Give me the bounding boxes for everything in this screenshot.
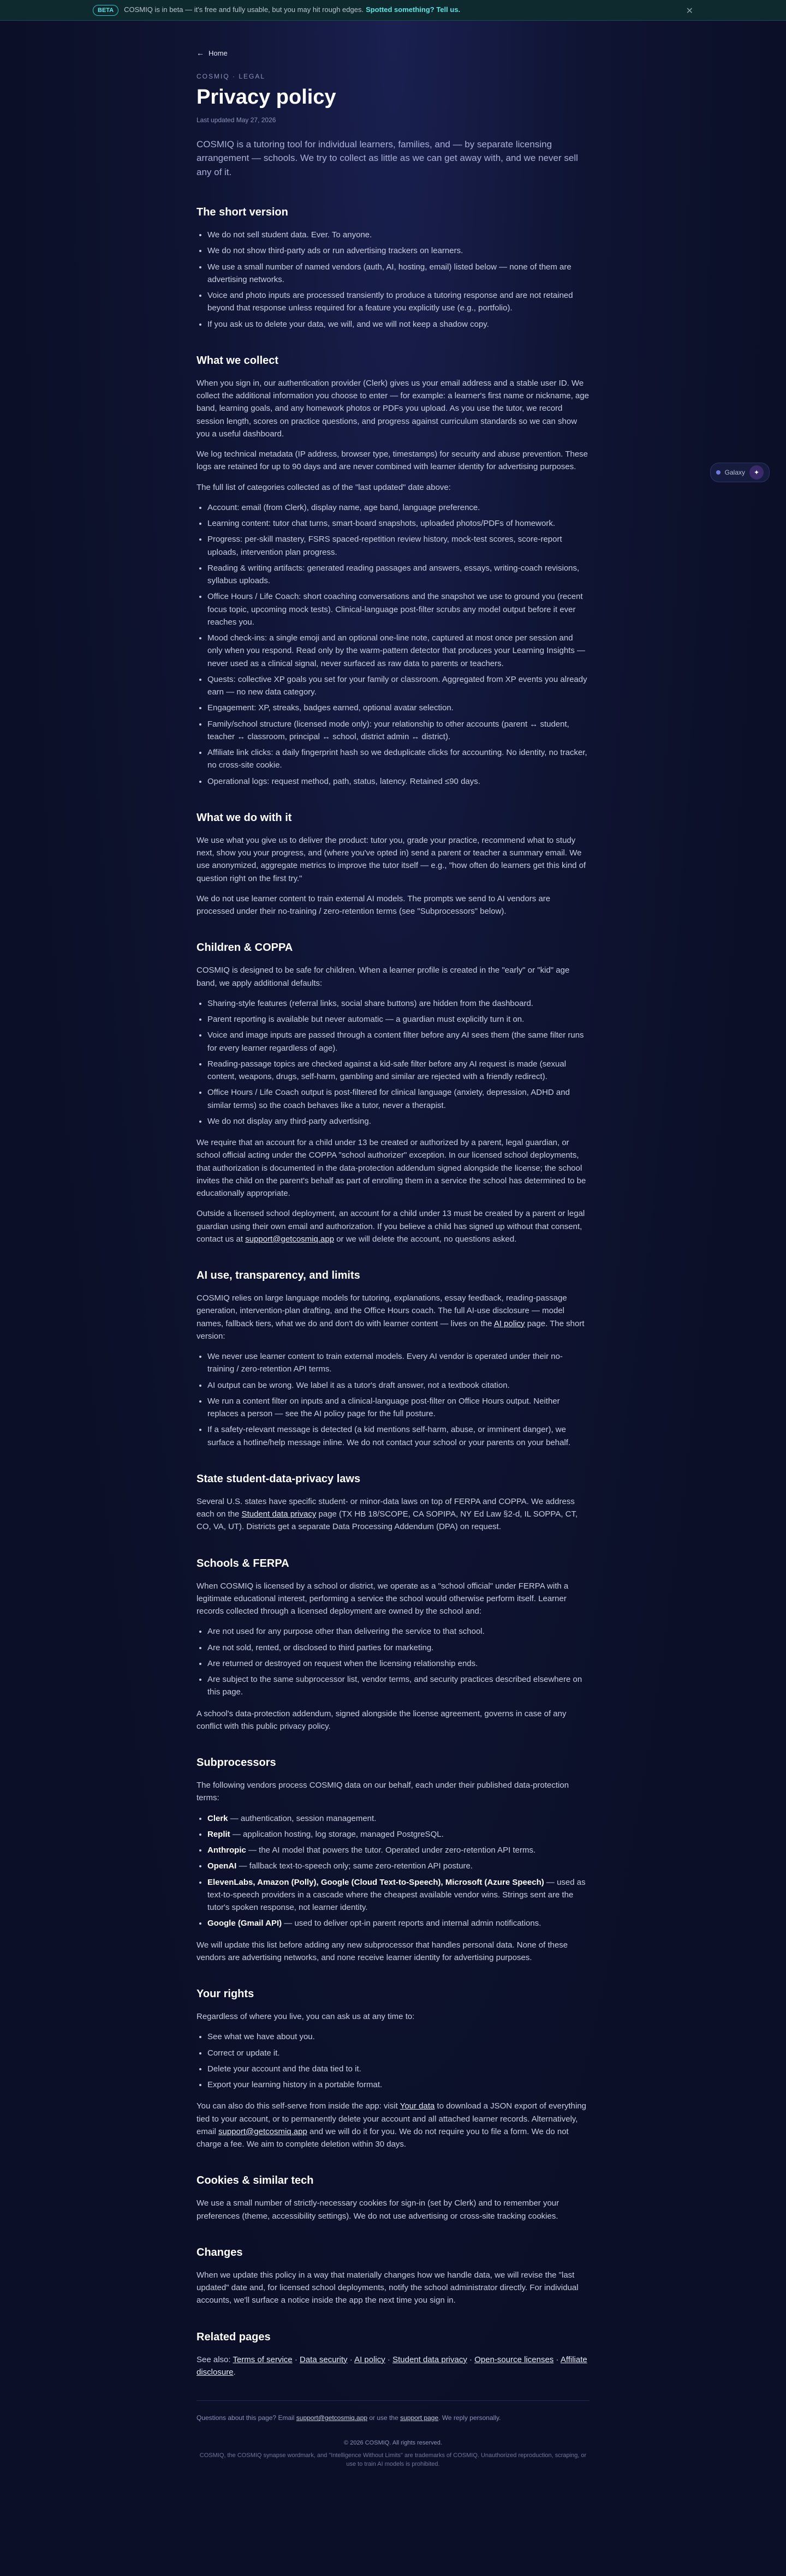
paragraph: We require that an account for a child under 13 be created or authorized by a parent, legal guardian, or school official acting under the COPPA "school authorizer" exception. In our licensed school deployments, that authorization is documented in the data-protection addendum signed alongside the license; the school invites the child on the parent's behalf as part of enrolling them in a service the school has determined to be educationally appropriate. bbox=[196, 1138, 586, 1199]
text: You can also do this self-serve from inside the app: visit bbox=[196, 2101, 400, 2111]
section-heading-schools: Schools & FERPA bbox=[196, 1557, 289, 1569]
paragraph: We will update this list before adding any new subprocessor that handles personal data. None of these vendors are advertising networks, and none receive learner identity for advertising purposes. bbox=[196, 1940, 568, 1962]
section-heading-related: Related pages bbox=[196, 2331, 271, 2343]
schools-list bbox=[207, 1625, 590, 1698]
list-item: • Are not used for any purpose other than delivering the service to that school. bbox=[207, 1625, 590, 1638]
vendor-name: ElevenLabs, Amazon (Polly), Google (Cloud Text-to-Speech), Microsoft (Azure Speech) bbox=[207, 1877, 544, 1887]
list-item: • We use a small number of named vendors (auth, AI, hosting, email) listed below — none of them are advertising networks. bbox=[207, 261, 590, 286]
list-item: • AI output can be wrong. We label it as a tutor's draft answer, not a textbook citation. bbox=[207, 1379, 590, 1392]
text: — authentication, session management. bbox=[228, 1813, 377, 1823]
galaxy-chip-label: Galaxy bbox=[724, 468, 745, 476]
list-item: • Reading & writing artifacts: generated reading passages and answers, essays, writing-coach revisions, syllabus uploads. bbox=[207, 562, 590, 588]
list-item bbox=[207, 1876, 590, 1914]
paragraph bbox=[196, 2100, 590, 2150]
text: . bbox=[233, 2367, 236, 2377]
lead-paragraph: COSMIQ is a tutoring tool for individual learners, families, and — by separate licensing arrangement — schools. We try to collect as little as we can get away with, and we never sell any of it. bbox=[196, 139, 578, 177]
collect-list bbox=[207, 501, 590, 788]
beta-badge: BETA bbox=[93, 5, 118, 16]
rights-list bbox=[207, 2030, 590, 2091]
related-links bbox=[196, 2353, 590, 2379]
separator: · bbox=[467, 2355, 475, 2364]
list-item: • Are subject to the same subprocessor list, vendor terms, and security practices described elsewhere on this page. bbox=[207, 1673, 590, 1699]
list-item: • Affiliate link clicks: a daily fingerprint hash so we deduplicate clicks for accounting. No identity, no tracker, no cross-site cookie. bbox=[207, 746, 590, 772]
paragraph: We use a small number of strictly-necessary cookies for sign-in (set by Clerk) and to remember your preferences (theme, accessibility settings). We do not use advertising or cross-site tracking cookies. bbox=[196, 2198, 559, 2221]
list-item: • Parent reporting is available but never automatic — a guardian must explicitly turn it on. bbox=[207, 1013, 590, 1026]
home-link-label: Home bbox=[209, 49, 228, 57]
section-heading-collect: What we collect bbox=[196, 354, 279, 367]
legal-notice: COSMIQ, the COSMIQ synapse wordmark, and "Intelligence Without Limits" are trademarks of COSMIQ. Unauthorized reproduction, scraping, or use to train AI models is prohibited. bbox=[199, 2452, 587, 2468]
footer bbox=[196, 2400, 590, 2469]
section-heading-state: State student-data-privacy laws bbox=[196, 1472, 361, 1485]
open-source-licenses-link[interactable]: Open-source licenses bbox=[474, 2355, 554, 2364]
section-heading-children: Children & COPPA bbox=[196, 942, 293, 954]
list-item: • Office Hours / Life Coach output is post-filtered for clinical language (anxiety, depression, ADHD and similar terms) so the coach behaves like a tutor, never a therapist. bbox=[207, 1086, 590, 1112]
separator: · bbox=[385, 2355, 393, 2364]
paragraph: When COSMIQ is licensed by a school or district, we operate as a "school official" under FERPA with a legitimate educational interest, performing a service the school would otherwise perform itself. Learner records collected through a licensed deployment are owned by the school and: bbox=[196, 1581, 569, 1616]
text: — application hosting, log storage, managed PostgreSQL. bbox=[230, 1829, 444, 1839]
list-item: • Operational logs: request method, path, status, latency. Retained ≤90 days. bbox=[207, 775, 590, 788]
list-item: • We run a content filter on inputs and a clinical-language post-filter on Office Hours output. Neither replaces a person — see the AI policy page for the full posture. bbox=[207, 1395, 590, 1421]
short-list bbox=[207, 229, 590, 331]
list-item: • Mood check-ins: a single emoji and an optional one-line note, captured at most once per session and only when you respond. Read only by the warm-pattern detector that produces your Learning Insights — never used as a clinical signal, never surfaced as raw data to parents or teachers. bbox=[207, 632, 590, 670]
list-item: • Voice and photo inputs are processed transiently to produce a tutoring response and are not retained beyond that response unless required for a feature you explicitly use (e.g., portfolio). bbox=[207, 289, 590, 315]
list-item bbox=[207, 1828, 590, 1841]
section-heading-subprocessors: Subprocessors bbox=[196, 1757, 276, 1769]
copyright: © 2026 COSMIQ. All rights reserved. bbox=[344, 2439, 442, 2446]
list-item: • Voice and image inputs are passed through a content filter before any AI sees them (the same filter runs for every learner regardless of age). bbox=[207, 1029, 590, 1055]
section-heading-use: What we do with it bbox=[196, 811, 292, 824]
text: See also: bbox=[196, 2355, 233, 2364]
vendor-name: Clerk bbox=[207, 1813, 228, 1823]
beta-banner bbox=[0, 0, 786, 21]
text: COSMIQ relies on large language models for tutoring, explanations, essay feedback, reading-passage generation, intervention-plan drafting, and the Office Hours coach. The full AI-use disclosure — model names, fallback tiers, what we do and don't do with learner content — lives on the bbox=[196, 1293, 567, 1328]
text: — used as text-to-speech providers in a cascade where the cheapest available vendor wins. Strings sent are the tutor's spoken response, not learner identity. bbox=[207, 1877, 586, 1913]
text: to download a JSON export of everything tied to your account, or to permanently delete your account and all attached learner records. Alternatively, email bbox=[196, 2101, 587, 2136]
feedback-link[interactable]: Spotted something? Tell us. bbox=[366, 5, 461, 14]
list-item: • Engagement: XP, streaks, badges earned, optional avatar selection. bbox=[207, 702, 590, 714]
support-email-link[interactable]: support@getcosmiq.app bbox=[218, 2126, 307, 2136]
separator: · bbox=[292, 2355, 300, 2364]
list-item: • Delete your account and the data tied to it. bbox=[207, 2063, 590, 2075]
affiliate-disclosure-link[interactable]: Affiliate disclosure bbox=[196, 2355, 587, 2377]
text: Outside a licensed school deployment, an account for a child under 13 must be created by a parent or legal guardian using their own email and authorization. If you believe a child has signed up without that consent, contact us at bbox=[196, 1209, 585, 1244]
terms-link[interactable]: Terms of service bbox=[233, 2355, 293, 2364]
paragraph: Regardless of where you live, you can ask us at any time to: bbox=[196, 2012, 415, 2022]
separator: · bbox=[347, 2355, 355, 2364]
text: — the AI model that powers the tutor. Operated under zero-retention API terms. bbox=[246, 1846, 536, 1855]
close-icon[interactable]: ✕ bbox=[686, 7, 693, 16]
text: Several U.S. states have specific student- or minor-data laws on top of FERPA and COPPA. We address each on the bbox=[196, 1496, 575, 1519]
section-heading-cookies: Cookies & similar tech bbox=[196, 2174, 314, 2187]
last-updated: Last updated May 27, 2026 bbox=[196, 116, 276, 124]
vendor-name: Google (Gmail API) bbox=[207, 1919, 282, 1928]
paragraph: When you sign in, our authentication provider (Clerk) gives us your email address and a stable user ID. We collect the additional information you choose to enter — for example: a learner's first name or nickname, age band, learning goals, and any homework photos or PDFs you upload. As you use the tutor, we record session length, scores on practice questions, and progress against curriculum standards so we can show you a useful dashboard. bbox=[196, 378, 590, 439]
support-page-link[interactable]: support page bbox=[400, 2414, 439, 2422]
text: — used to deliver opt-in parent reports and internal admin notifications. bbox=[282, 1919, 541, 1928]
data-security-link[interactable]: Data security bbox=[300, 2355, 348, 2364]
page-title: Privacy policy bbox=[196, 86, 336, 109]
paragraph: We use what you give us to deliver the product: tutor you, grade your practice, recommend what to study next, show you your progress, and (where you've opted in) send a parent or teacher a summary email. We use anonymized, aggregate metrics to improve the tutor itself — e.g., "how often do learners get this kind of question right on the first try." bbox=[196, 835, 586, 883]
avatar[interactable]: ✦ bbox=[749, 465, 764, 480]
content bbox=[196, 21, 590, 2502]
beta-text: COSMIQ is in beta — it's free and fully usable, but you may hit rough edges. bbox=[124, 5, 364, 14]
your-data-link[interactable]: Your data bbox=[400, 2101, 435, 2111]
paragraph: COSMIQ is designed to be safe for children. When a learner profile is created in the "early" or "kid" age band, we apply additional defaults: bbox=[196, 966, 570, 988]
support-email-link[interactable]: support@getcosmiq.app bbox=[296, 2414, 368, 2422]
status-dot-icon bbox=[716, 470, 720, 475]
list-item: • Are returned or destroyed on request when the licensing relationship ends. bbox=[207, 1657, 590, 1670]
list-item bbox=[207, 1812, 590, 1825]
section-heading-ai: AI use, transparency, and limits bbox=[196, 1269, 360, 1282]
paragraph: We log technical metadata (IP address, browser type, timestamps) for security and abuse prevention. These logs are retained for up to 90 days and are never combined with learner identity for advertising purposes. bbox=[196, 450, 588, 472]
paragraph bbox=[196, 1495, 590, 1533]
list-item: • If you ask us to delete your data, we will, and we will not keep a shadow copy. bbox=[207, 318, 590, 331]
list-item: • We do not sell student data. Ever. To anyone. bbox=[207, 229, 590, 241]
text: page (TX HB 18/SCOPE, CA SOPIPA, NY Ed Law §2-d, IL SOPPA, CT, CO, VA, UT). Districts get a separate Data Processing Addendum (DPA) on request. bbox=[196, 1509, 578, 1532]
list-item: • Sharing-style features (referral links, social share buttons) are hidden from the dashboard. bbox=[207, 997, 590, 1010]
vendor-name: OpenAI bbox=[207, 1861, 237, 1871]
ai-policy-link[interactable]: AI policy bbox=[354, 2355, 385, 2364]
text: and we will do it for you. We do not require you to file a form. We do not charge a fee. We aim to complete deletion within 30 days. bbox=[196, 2126, 569, 2149]
paragraph: The full list of categories collected as of the "last updated" date above: bbox=[196, 482, 451, 492]
list-item: • Office Hours / Life Coach: short coaching conversations and the snapshot we use to ground you (recent focus topic, upcoming mock tests). Clinical-language post-filter scrubs any model output before it ever reaches you. bbox=[207, 590, 590, 628]
text: . We reply personally. bbox=[438, 2414, 501, 2422]
section-heading-short: The short version bbox=[196, 206, 288, 219]
children-list bbox=[207, 997, 590, 1128]
separator: · bbox=[553, 2355, 561, 2364]
vendor-name: Anthropic bbox=[207, 1846, 246, 1855]
vendor-name: Replit bbox=[207, 1829, 230, 1839]
arrow-left-icon: ← bbox=[196, 49, 204, 57]
list-item: • Correct or update it. bbox=[207, 2047, 590, 2059]
text: — fallback text-to-speech only; same zero-retention API posture. bbox=[236, 1861, 473, 1871]
subprocessor-list bbox=[207, 1812, 590, 1930]
list-item: • Export your learning history in a portable format. bbox=[207, 2078, 590, 2091]
section-heading-rights: Your rights bbox=[196, 1988, 254, 2000]
list-item: • We do not show third-party ads or run advertising trackers on learners. bbox=[207, 244, 590, 257]
paragraph bbox=[196, 1207, 590, 1245]
list-item: • Are not sold, rented, or disclosed to third parties for marketing. bbox=[207, 1642, 590, 1654]
list-item bbox=[207, 1844, 590, 1856]
list-item: • We never use learner content to train external models. Every AI vendor is operated under their no-training / zero-retention API terms. bbox=[207, 1350, 590, 1376]
paragraph: A school's data-protection addendum, signed alongside the license agreement, governs in case of any conflict with this public privacy policy. bbox=[196, 1709, 567, 1731]
list-item: • Family/school structure (licensed mode only): your relationship to other accounts (parent ↔ student, teacher ↔ classroom, principal ↔ school, district admin ↔ district). bbox=[207, 718, 590, 744]
section-heading-changes: Changes bbox=[196, 2246, 243, 2259]
list-item: • Learning content: tutor chat turns, smart-board snapshots, uploaded photos/PDFs of homework. bbox=[207, 517, 590, 530]
text: Questions about this page? Email bbox=[196, 2414, 296, 2422]
text: or use the bbox=[367, 2414, 401, 2422]
ai-policy-link[interactable]: AI policy bbox=[493, 1319, 525, 1328]
paragraph: We do not use learner content to train external AI models. The prompts we send to AI vendors are processed under their no-training / zero-retention terms (see "Subprocessors" below). bbox=[196, 894, 551, 916]
list-item: • We do not display any third-party advertising. bbox=[207, 1115, 590, 1128]
text: page. The short version: bbox=[196, 1319, 585, 1341]
student-data-privacy-link[interactable]: Student data privacy bbox=[241, 1509, 317, 1519]
student-data-privacy-link[interactable]: Student data privacy bbox=[392, 2355, 467, 2364]
list-item: • Reading-passage topics are checked against a kid-safe filter before any AI request is made (sexual content, weapons, drugs, self-harm, gambling and similar are rejected with a friendly redirect). bbox=[207, 1058, 590, 1083]
paragraph bbox=[196, 1292, 590, 1343]
list-item: • See what we have about you. bbox=[207, 2030, 590, 2043]
list-item bbox=[207, 1860, 590, 1872]
support-email-link[interactable]: support@getcosmiq.app bbox=[245, 1234, 335, 1244]
home-link[interactable] bbox=[196, 47, 228, 59]
eyebrow: COSMIQ · LEGAL bbox=[196, 72, 266, 80]
list-item: • Quests: collective XP goals you set for your family or classroom. Aggregated from XP events you already earn — no new data category. bbox=[207, 673, 590, 699]
list-item bbox=[207, 1917, 590, 1930]
paragraph: When we update this policy in a way that materially changes how we handle data, we will revise the "last updated" date and, for licensed school deployments, notify the school administrator directly. For individual accounts, we'll surface a notice inside the app the next time you sign in. bbox=[196, 2270, 579, 2305]
ai-list bbox=[207, 1350, 590, 1449]
text: or we will delete the account, no questions asked. bbox=[334, 1234, 517, 1244]
list-item: • If a safety-relevant message is detected (a kid mentions self-harm, abuse, or imminent danger), we surface a hotline/help message inline. We do not contact your school or your parents on your behalf. bbox=[207, 1423, 590, 1449]
list-item: • Progress: per-skill mastery, FSRS spaced-repetition review history, mock-test scores, score-report uploads, intervention plan progress. bbox=[207, 533, 590, 559]
paragraph: The following vendors process COSMIQ data on our behalf, each under their published data-protection terms: bbox=[196, 1781, 569, 1803]
list-item: • Account: email (from Clerk), display name, age band, language preference. bbox=[207, 501, 590, 514]
galaxy-chip[interactable] bbox=[710, 463, 770, 482]
footer-question bbox=[196, 2413, 590, 2423]
